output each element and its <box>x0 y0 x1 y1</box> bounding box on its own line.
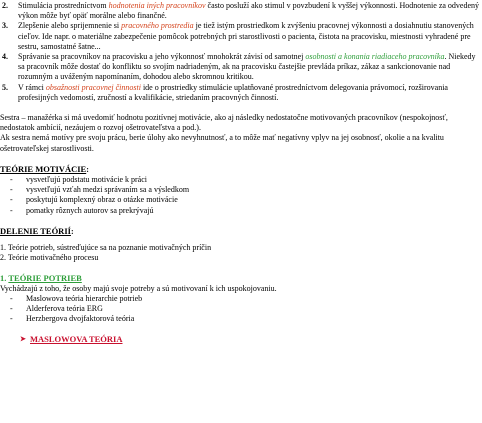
list-item <box>10 294 482 304</box>
item-number: 5. <box>2 82 8 92</box>
item-text-post: . Niekedy sa pracovník môže dostať do konfliktu so svojím nadriadeným, ak na pracovisku častejšie prevláda príkaz, zákaz a sankcionovanie nad rozumným a uváženým napomínaním, dohodou alebo skromnou kritikou. <box>18 52 476 82</box>
list-item <box>10 185 482 195</box>
item-number: 4. <box>2 52 8 62</box>
dash-bullet: - <box>10 205 13 215</box>
maslow-heading <box>0 334 482 344</box>
paragraph-line: Sestra – manažérka si má uvedomiť hodnotu pozitívnej motivácie, ako aj následky nedostatočne motivovaných pracovníkov (nespokojnosť, nedostatok ambícií, nezáujem o rozvoj ošetrovateľstva a pod.). <box>0 113 448 133</box>
list-item-2 <box>0 1 482 21</box>
section-heading: MASLOWOVA TEÓRIA <box>30 334 123 345</box>
list-item-text: Maslowova teória hierarchie potrieb <box>26 293 143 303</box>
list-item <box>10 206 482 216</box>
arrow-bullet-icon: ➤ <box>20 335 26 344</box>
list-item-text: pomatky rôznych autorov sa prekrývajú <box>26 205 154 215</box>
list-item-text: vysvetľujú podstatu motivácie k práci <box>26 175 147 185</box>
list-item-4 <box>0 52 482 83</box>
heading-colon: : <box>70 226 74 236</box>
list-item <box>10 195 482 205</box>
item-number: 3. <box>2 21 8 31</box>
heading-colon: : <box>86 164 89 174</box>
paragraph-motivation <box>0 113 482 154</box>
list-item-text: Alderferova teória ERG <box>26 304 103 314</box>
dash-list <box>0 175 482 216</box>
section-delenie-teorii <box>0 226 482 264</box>
dash-bullet: - <box>10 185 13 195</box>
section-heading: DELENIE TEÓRIÍ <box>0 225 71 236</box>
item-text-post: ide o prostriedky stimulácie uplatňované prostredníctvom delegovania právomocí, rozširovania profesijných vedomostí, zručností a kvalifikácie, striedaním pracovných činností. <box>18 82 448 102</box>
item-text-post: je tiež istým prostriedkom k zvýšeniu pracovnej výkonnosti a dosiahnutiu stanovených cieľov. Ide napr. o materiálne zabezpečenie pomôcok potrebných pri starostlivosti o pacienta, čistota na pracovisku, miestnosti vyhradené pre sestru, samostatné šatne... <box>18 21 474 51</box>
section-heading: TEÓRIE POTRIEB <box>8 273 82 284</box>
dash-bullet: - <box>10 293 13 303</box>
section-intro: Vychádzajú z toho, že osoby majú svoje potreby a sú motivovaní k ich uspokojovaniu. <box>0 283 277 293</box>
list-item-5 <box>0 83 482 103</box>
section-heading: TEÓRIE MOTIVÁCIE <box>0 163 87 174</box>
dash-bullet: - <box>10 314 13 324</box>
list-item-text: vysvetľujú vzťah medzi správaním sa a výsledkom <box>26 185 190 195</box>
list-item: 2. Teórie motivačného procesu <box>0 253 99 263</box>
dash-bullet: - <box>10 195 13 205</box>
list-item-3 <box>0 21 482 52</box>
section-number: 1. <box>0 273 9 284</box>
list-item <box>10 175 482 185</box>
list-item <box>10 314 482 324</box>
list-item-text: poskytujú komplexný obraz o otázke motivácie <box>26 195 178 205</box>
item-emphasis: hodnotenia iných pracovníkov <box>108 1 206 10</box>
item-emphasis: osobnosti a konania riadiaceho pracovníka <box>305 52 445 62</box>
section-teorie-potrieb <box>0 273 482 324</box>
item-text-post: často posluží ako stimul v povzbudení k vyššej výkonnosti. Hodnotenie za odvedený výkon môže byť opäť morálne alebo finančné. <box>18 1 480 21</box>
list-item-text: Herzbergova dvojfaktorová teória <box>26 314 135 324</box>
item-text-pre: Správanie sa pracovníkov na pracovisku a jeho výkonnosť mnohokrát závisí od samotnej <box>18 52 306 62</box>
item-text-pre: Zlepšenie alebo sprijemnenie si <box>18 21 122 31</box>
item-text-pre: V rámci <box>18 82 46 92</box>
section-teorie-motivacie <box>0 164 482 216</box>
list-item: 1. Teórie potrieb, sústreďujúce sa na poznanie motivačných príčin <box>0 243 212 253</box>
dash-bullet: - <box>10 175 13 185</box>
item-emphasis: pracovného prostredia <box>121 21 194 31</box>
list-item <box>10 304 482 314</box>
item-text-pre: Stimulácia prostredníctvom <box>18 1 109 10</box>
item-emphasis: obsažnosti pracovnej činnosti <box>45 82 141 92</box>
dash-list <box>0 294 482 325</box>
item-number: 2. <box>2 1 8 10</box>
dash-bullet: - <box>10 304 13 314</box>
paragraph-line: Ak sestra nemá motívy pre svoju prácu, berie úlohy ako nevyhnutnosť, a to môže mať negatívny vplyv na jej osobnosť, okolie a na kvalitu ošetrovateľskej starostlivosti. <box>0 133 444 153</box>
